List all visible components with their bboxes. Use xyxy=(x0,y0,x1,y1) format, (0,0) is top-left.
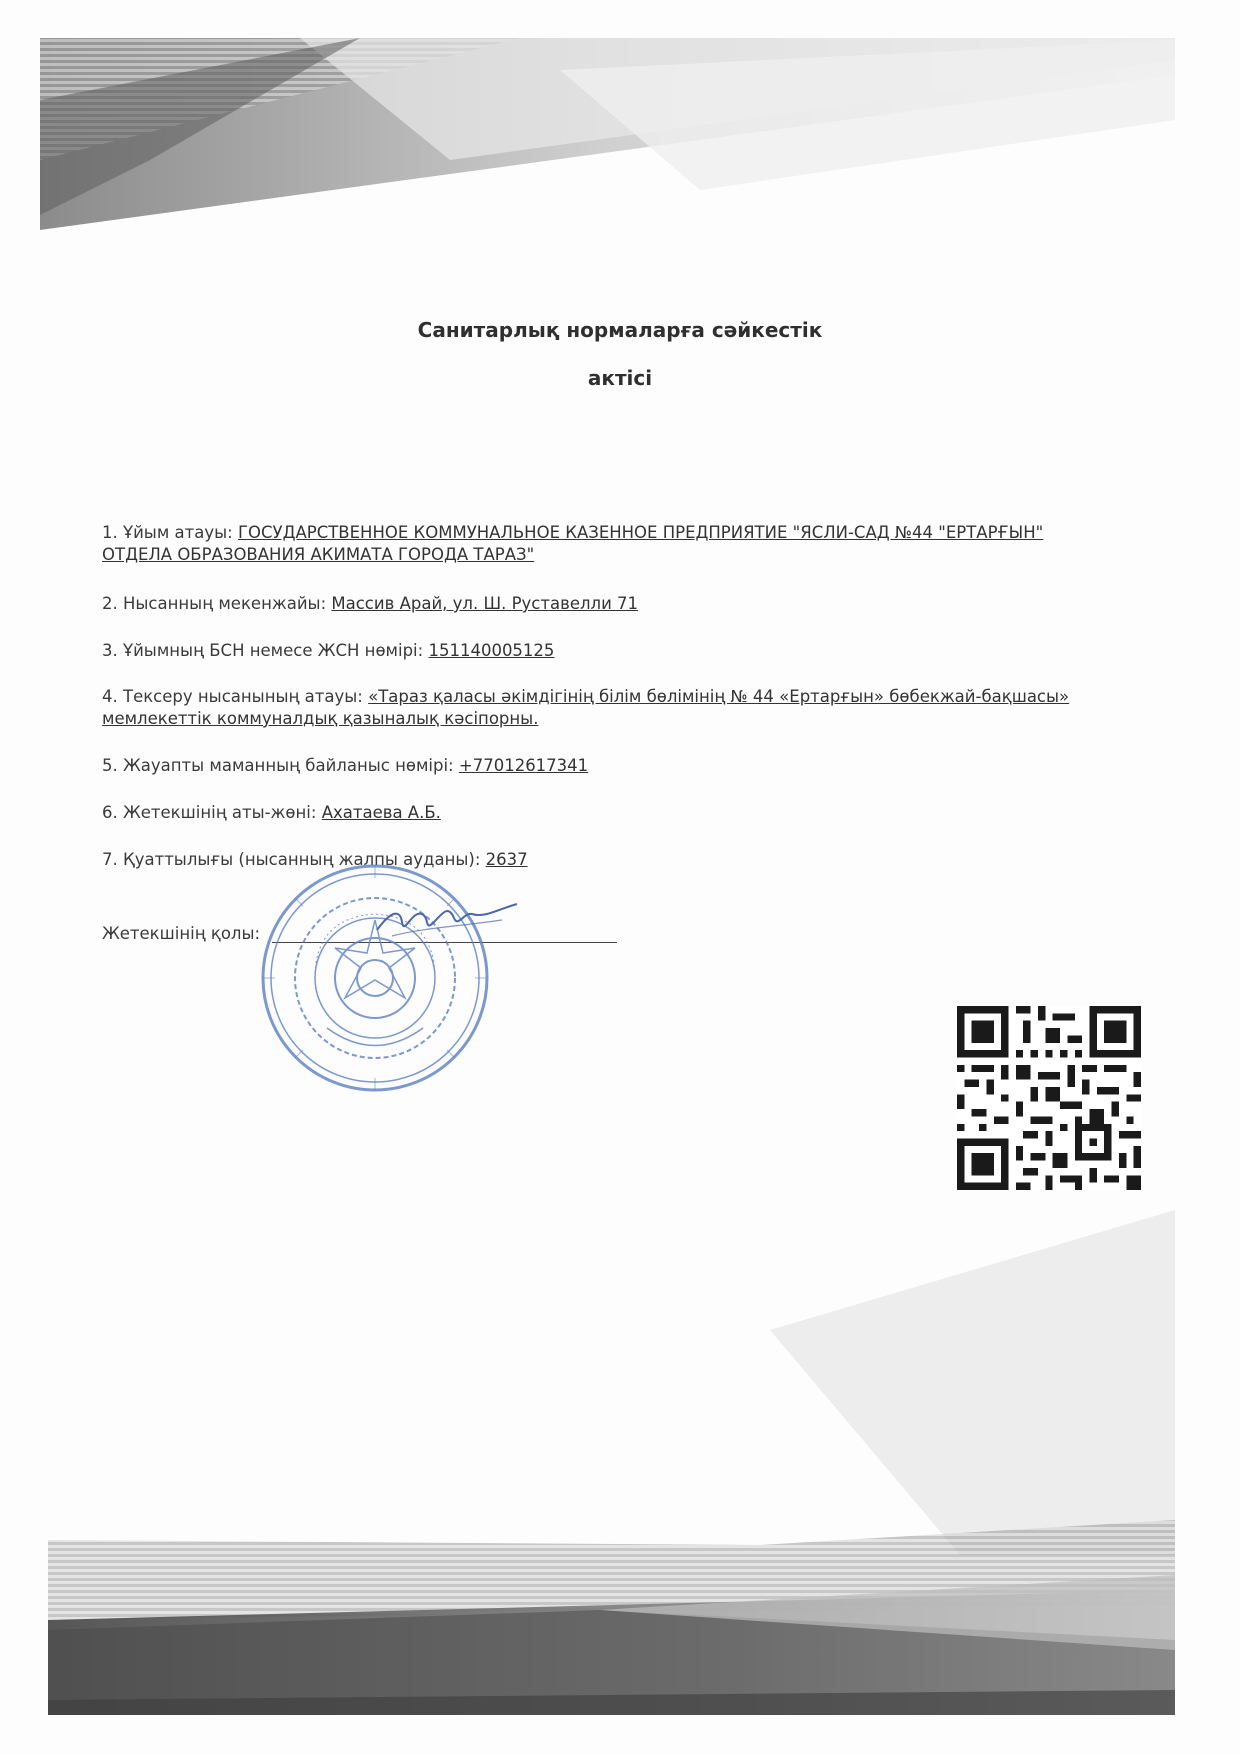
field-value: «Тараз қаласы әкімдігінің білім бөлімінің № 44 «Ертарғын» бөбекжай-бақшасы» мемлекеттік коммуналдық қазыналық кәсіпорны. xyxy=(102,687,1070,728)
field-label: 1. Ұйым атауы: xyxy=(102,523,238,542)
field-inspection-object xyxy=(102,686,1082,730)
field-label: 4. Тексеру нысанының атауы: xyxy=(102,687,369,706)
field-director-name xyxy=(102,802,1082,824)
field-label: 6. Жетекшінің аты-жөні: xyxy=(102,803,322,822)
document-title: Санитарлық нормаларға сәйкестік xyxy=(417,318,823,342)
qr-code-icon xyxy=(957,1006,1141,1190)
field-label: 7. Қуаттылығы (нысанның жалпы ауданы): xyxy=(102,850,486,869)
signature-label: Жетекшінің қолы: xyxy=(102,924,261,943)
field-value: 151140005125 xyxy=(428,641,555,660)
field-address xyxy=(102,593,1082,615)
field-capacity xyxy=(102,849,1082,871)
field-contact-phone xyxy=(102,755,1082,777)
field-label: 3. Ұйымның БСН немесе ЖСН нөмірі: xyxy=(102,641,429,660)
field-value: ГОСУДАРСТВЕННОЕ КОММУНАЛЬНОЕ КАЗЕННОЕ ПРЕДПРИЯТИЕ "ЯСЛИ-САД №44 "ЕРТАРҒЫН" ОТДЕЛА ОБРАЗОВАНИЯ АКИМАТА ГОРОДА ТАРАЗ" xyxy=(102,523,1044,564)
field-organization-name xyxy=(102,522,1082,566)
document-subtitle: актісі xyxy=(587,366,653,390)
field-label: 2. Нысанның мекенжайы: xyxy=(102,594,332,613)
handwritten-signature-icon xyxy=(372,892,522,942)
field-bin xyxy=(102,640,1082,662)
field-label: 5. Жауапты маманның байланыс нөмірі: xyxy=(102,756,459,775)
field-value: 2637 xyxy=(485,850,528,869)
field-value: Массив Арай, ул. Ш. Руставелли 71 xyxy=(331,594,639,613)
field-value: +77012617341 xyxy=(458,756,589,775)
field-value: Ахатаева А.Б. xyxy=(321,803,441,822)
